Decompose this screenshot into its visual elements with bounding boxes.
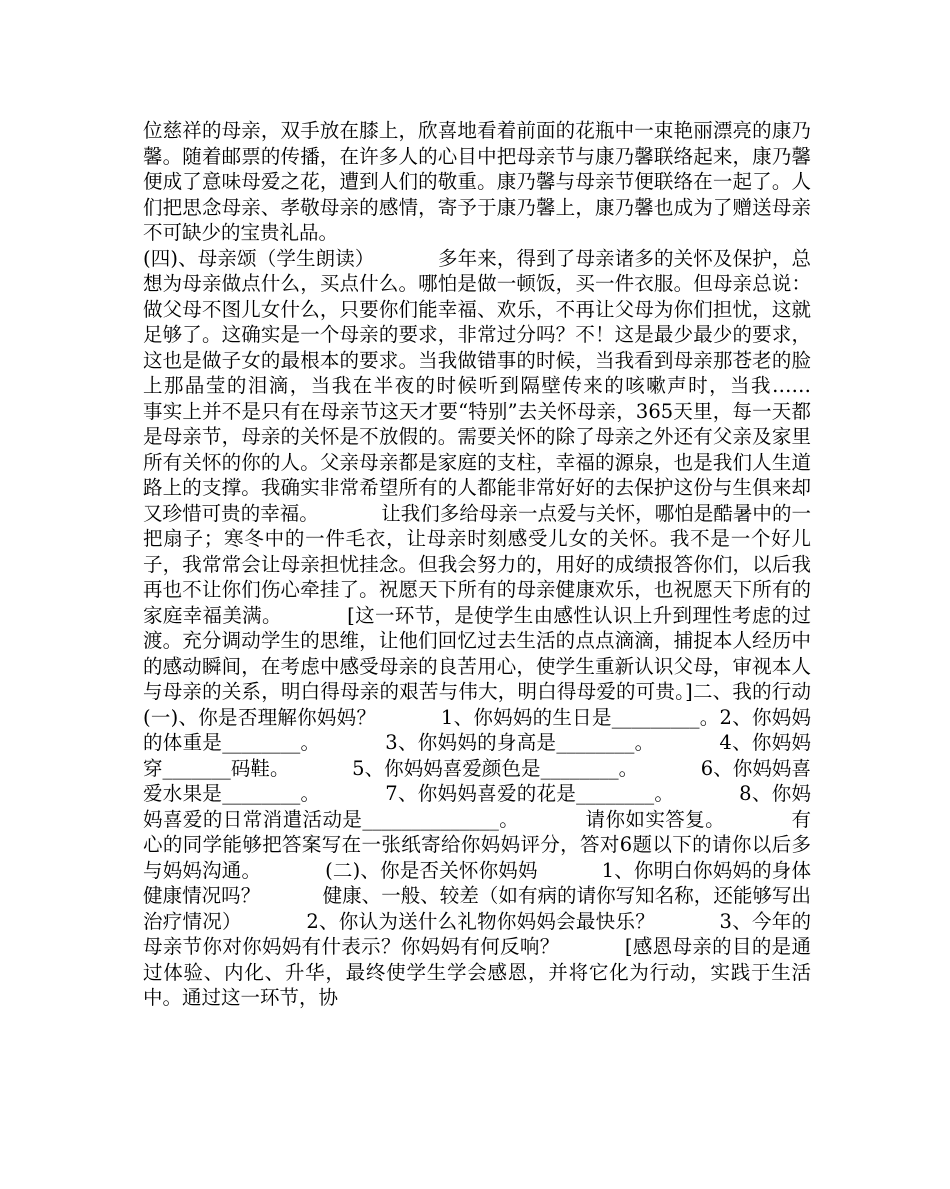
document-body	[143, 118, 935, 1011]
paragraph-carnation-history: 位慈祥的母亲，双手放在膝上，欣喜地看着前面的花瓶中一束艳丽漂亮的康乃馨。随着邮票的传播，在许多人的心目中把母亲节与康乃馨联络起来，康乃馨便成了意味母爱之花，遭到人们的敬重。康乃馨与母亲节便联络在一起了。人们把思念母亲、孝敬母亲的感情，寄予于康乃馨上，康乃馨也成为了赠送母亲不可缺少的宝贵礼品。	[143, 119, 811, 244]
paragraph-mother-praise-and-actions: (四)、母亲颂（学生朗读） 多年来，得到了母亲诸多的关怀及保护，总想为母亲做点什么，买点什么。哪怕是做一顿饭，买一件衣服。但母亲总说：做父母不图儿女什么，只要你们能幸福、欢乐，不再让父母为你们担忧，这就足够了。这确实是一个母亲的要求，非常过分吗？不！这是最少最少的要求，这也是做子女的最根本的要求。当我做错事的时候，当我看到母亲那苍老的脸上那晶莹的泪滴，当我在半夜的时候听到隔壁传来的咳嗽声时，当我…… 事实上并不是只有在母亲节这天才要“特别”去关怀母亲，365天里，每一天都是母亲节，母亲的关怀是不放假的。需要关怀的除了母亲之外还有父亲及家里所有关怀的你的人。父亲母亲都是家庭的支柱，幸福的源泉，也是我们人生道路上的支撑。我确实非常希望所有的人都能非常好好的去保护这份与生俱来却又珍惜可贵的幸福。 让我们多给母亲一点爱与关怀，哪怕是酷暑中的一把扇子；寒冬中的一件毛衣，让母亲时刻感受儿女的关怀。我不是一个好儿子，我常常会让母亲担忧挂念。但我会努力的，用好的成绩报答你们，以后我再也不让你们伤心牵挂了。祝愿天下所有的母亲健康欢乐，也祝愿天下所有的家庭幸福美满。 [这一环节，是使学生由感性认识上升到理性考虑的过渡。充分调动学生的思维，让他们回忆过去生活的点点滴滴，捕捉本人经历中的感动瞬间，在考虑中感受母亲的良苦用心，使学生重新认识父母，审视本人与母亲的关系，明白得母亲的艰苦与伟大，明白得母爱的可贵。]二、我的行动 (一)、你是否理解你妈妈？ 1、你妈妈的生日是_________。2、你妈妈的体重是________。 3、你妈妈的身高是________。 4、你妈妈穿_______码鞋。 5、你妈妈喜爱颜色是________。 6、你妈妈喜爱水果是________。 7、你妈妈喜爱的花是________。 8、你妈妈喜爱的日常消遣活动是______________。 请你如实答复。 有心的同学能够把答案写在一张纸寄给你妈妈评分，答对6题以下的请你以后多与妈妈沟通。 (二)、你是否关怀你妈妈 1、你明白你妈妈的身体健康情况吗？ 健康、一般、较差（如有病的请你写知名称，还能够写出治疗情况） 2、你认为送什么礼物你妈妈会最快乐？ 3、今年的母亲节你对你妈妈有什表示？你妈妈有何反响？ [感恩母亲的目的是通过体验、内化、升华，最终使学生学会感恩，并将它化为行动，实践于生活中。通过这一环节，协	[143, 246, 935, 1009]
